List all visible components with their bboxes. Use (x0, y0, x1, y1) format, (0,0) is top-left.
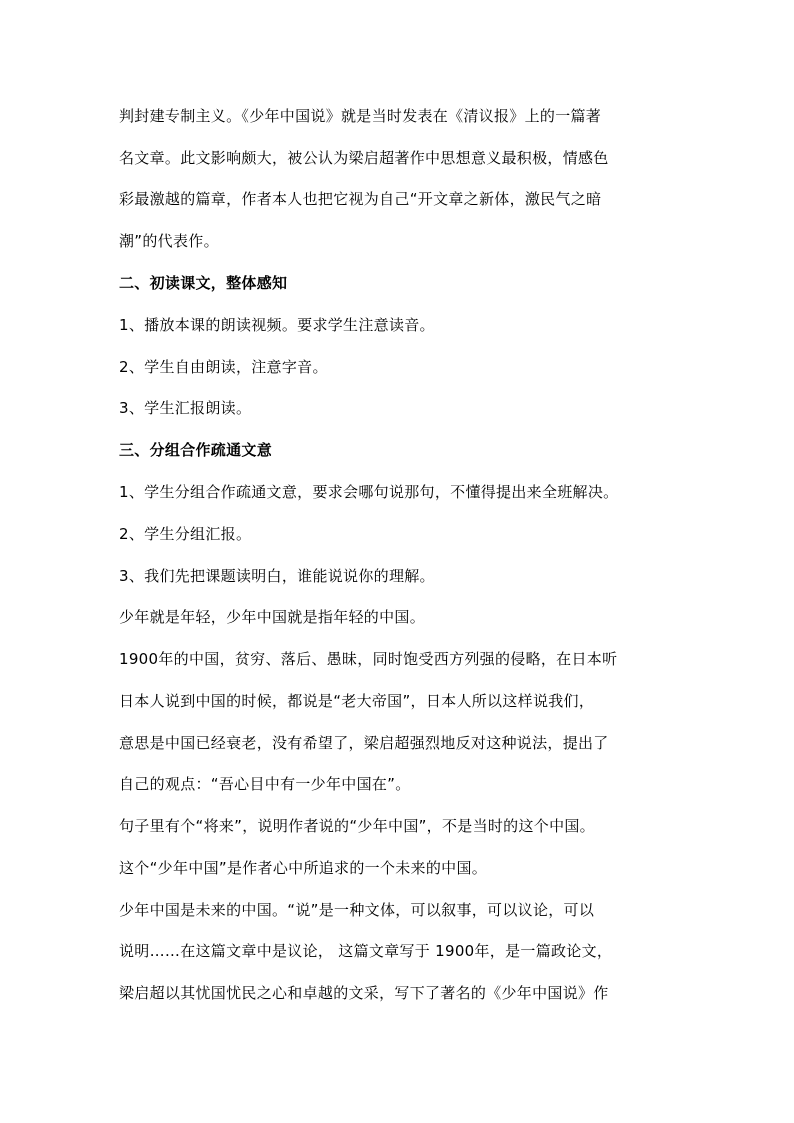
text-line: 1、播放本课的朗读视频。要求学生注意读音。 (119, 316, 435, 334)
text-line: 句子里有个“将来”，说明作者说的“少年中国”，不是当时的这个中国。 (119, 817, 595, 835)
text-line: 少年就是年轻，少年中国就是指年轻的中国。 (119, 608, 426, 626)
text-line: 潮”的代表作。 (119, 232, 219, 250)
text-line: 1900年的中国，贫穷、落后、愚昧，同时饱受西方列强的侵略，在日本听 (119, 650, 618, 668)
text-line: 说明……在这篇文章中是议论， 这篇文章写于 1900年，是一篇政论文， (119, 942, 613, 960)
text-line: 判封建专制主义。《少年中国说》就是当时发表在《清议报》上的一篇著 (119, 107, 602, 125)
text-line: 名文章。此文影响颇大，被公认为梁启超著作中思想意义最积极，情感色 (119, 149, 609, 167)
text-line: 这个“少年中国”是作者心中所追求的一个未来的中国。 (119, 859, 488, 877)
text-line: 3、我们先把课题读明白，谁能说说你的理解。 (119, 567, 435, 585)
section-heading: 二、初读课文，整体感知 (119, 274, 288, 292)
text-line: 少年中国是未来的中国。“说”是一种文体，可以叙事，可以议论，可以 (119, 901, 595, 919)
text-line: 1、学生分组合作疏通文意，要求会哪句说那句，不懂得提出来全班解决。 (119, 483, 619, 501)
text-line: 3、学生汇报朗读。 (119, 399, 252, 417)
text-line: 意思是中国已经衰老，没有希望了，梁启超强烈地反对这种说法，提出了 (119, 734, 609, 752)
text-line: 自己的观点：“吾心目中有一少年中国在”。 (119, 775, 411, 793)
section-heading: 三、分组合作疏通文意 (119, 441, 273, 459)
text-line: 日本人说到中国的时候，都说是“老大帝国”，日本人所以这样说我们， (119, 692, 595, 710)
text-line: 2、学生自由朗读，注意字音。 (119, 358, 328, 376)
text-line: 彩最激越的篇章，作者本人也把它视为自己“开文章之新体，激民气之暗 (119, 190, 602, 208)
text-line: 梁启超以其忧国忧民之心和卓越的文采，写下了著名的《少年中国说》作 (119, 984, 609, 1002)
text-line: 2、学生分组汇报。 (119, 525, 252, 543)
